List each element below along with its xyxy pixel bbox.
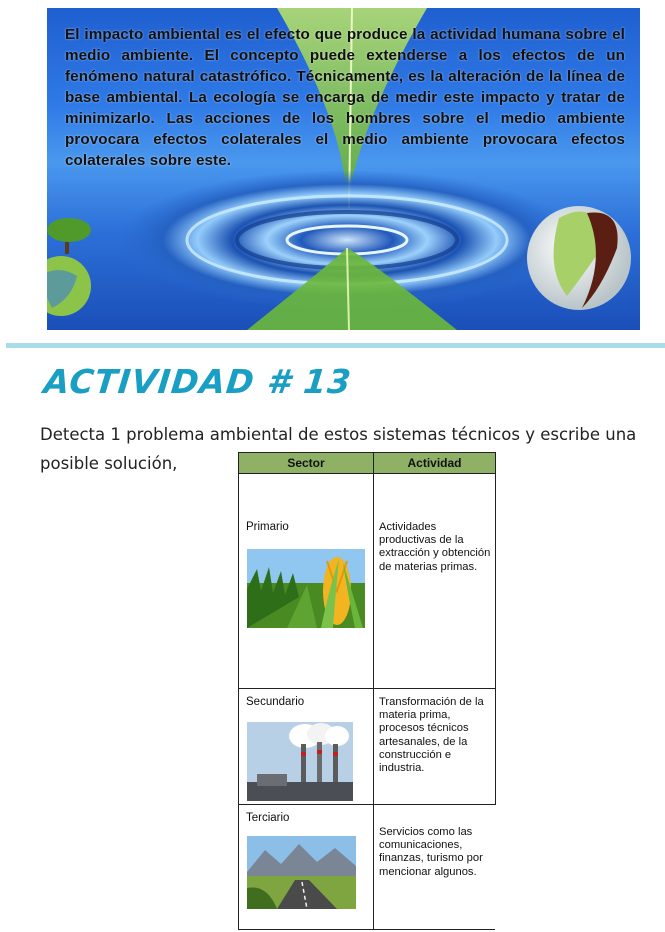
right-border [495, 452, 496, 804]
mountain-road-image [247, 836, 356, 909]
banner-paragraph: El impacto ambiental es el efecto que produce la actividad humana sobre el medio ambiente. El concepto puede extenderse a los efectos de un fenómeno natural catastrófico. Técnicamente, es la alteración de la línea de base ambiental. La ecología se encarga de medir este impacto y tratar de minimizarlo. Las acciones de los hombres sobre el medio ambiente provocara efectos colaterales el medio ambiente provocara efectos colaterales sobre este. [65, 26, 625, 169]
row-divider [239, 688, 496, 689]
activity-instruction: Detecta 1 problema ambiental de estos sistemas técnicos y escribe una posible solución, [40, 425, 637, 473]
header-activity: Actividad [407, 456, 462, 470]
activity-primario: Actividades productivas de la extracción y obtención de materias primas. [379, 521, 491, 573]
activity-secundario: Transformación de la materia prima, procesos técnicos artesanales, de la construcción e industria. [379, 696, 484, 775]
section-divider [6, 343, 665, 348]
factory-chimneys-image [247, 722, 353, 801]
activity-title: ACTIVIDAD # 13 [41, 362, 354, 401]
corn-field-image [247, 549, 365, 628]
activity-terciario: Servicios como las comunicaciones, finanzas, turismo por mencionar algunos. [379, 826, 483, 878]
row-divider [239, 804, 496, 805]
sector-primario: Primario [246, 521, 289, 533]
sector-secundario: Secundario [246, 696, 305, 708]
header-sector: Sector [287, 456, 325, 470]
table-header [239, 452, 496, 474]
sector-table [238, 452, 495, 930]
environment-banner [47, 8, 640, 330]
column-divider [373, 452, 374, 930]
sector-terciario: Terciario [246, 812, 290, 824]
